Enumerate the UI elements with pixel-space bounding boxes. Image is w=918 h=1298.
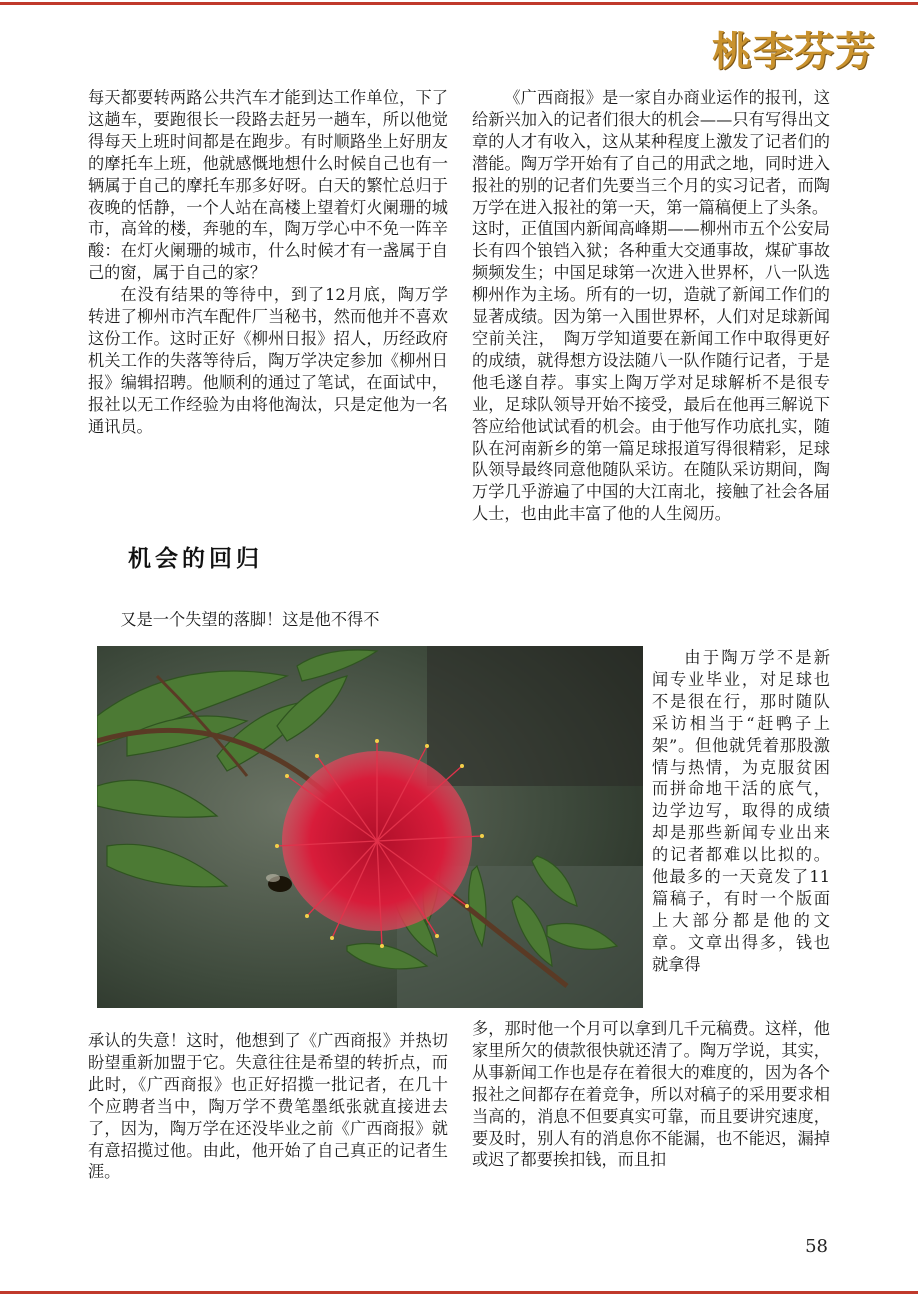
paragraph: 承认的失意！这时，他想到了《广西商报》并热切盼望重新加盟于它。失意往往是希望的转折点，而此时，《广西商报》也正好招揽一批记者，在几十个应聘者当中，陶万学不费笔墨纸张就直接进去了，因为，陶万学在还没毕业之前《广西商报》就有意招揽过他。由此，他开始了自己真正的记者生涯。	[88, 1031, 448, 1182]
magazine-brand-title: 桃李芬芳	[712, 28, 876, 75]
right-column-narrow	[652, 647, 830, 976]
left-column-top	[88, 87, 448, 438]
section-heading: 机会的回归	[128, 546, 263, 572]
photo-illustration	[97, 646, 643, 1008]
paragraph: 这时，正值国内新闻高峰期——柳州市五个公安局长有四个锒铛入狱；各种重大交通事故，煤矿事故频频发生；中国足球第一次进入世界杯，八一队选柳州作为主场。所有的一切，造就了新闻工作们的显著成绩。因为第一入围世界杯，人们对足球新闻空前关注， 陶万学知道要在新闻工作中取得更好的成绩，就得想方设法随八一队作随行记者，于是他毛遂自荐。事实上陶万学对足球解析不是很专业，足球队领导开始不接受，最后在他再三解说下答应给他试试看的机会。由于他写作功底扎实，随队在河南新乡的第一篇足球报道写得很精彩，足球队领导最终同意他随队采访。在随队采访期间，陶万学几乎游遍了中国的大江南北，接触了社会各届人士，也由此丰富了他的人生阅历。	[472, 219, 830, 524]
paragraph: 每天都要转两路公共汽车才能到达工作单位，下了这趟车，要跑很长一段路去赶另一趟车，所以他觉得每天上班时间都是在跑步。有时顺路坐上好朋友的摩托车上班，他就感慨地想什么时候自己也有一辆属于自己的摩托车那多好呀。白天的繁忙总归于夜晚的恬静，一个人站在高楼上望着灯火阑珊的城市，高耸的楼，奔驰的车，陶万学心中不免一阵辛酸：在灯火阑珊的城市，什么时候才有一盏属于自己的窗，属于自己的家？	[88, 88, 448, 283]
bottom-rule	[0, 1291, 918, 1294]
paragraph: 由于陶万学不是新闻专业毕业，对足球也不是很在行，那时随队采访相当于“赶鸭子上架”。但他就凭着那股激情与热情，为克服贫困而拼命地干活的底气，边学边写，取得的成绩却是那些新闻专业出来的记者都难以比拟的。他最多的一天竟发了11篇稿子，有时一个版面上大部分都是他的文章。文章出得多，钱也就拿得	[652, 648, 830, 974]
page-number: 58	[805, 1236, 828, 1257]
bottlebrush-flower-photo	[97, 646, 643, 1008]
paragraph: 又是一个失望的落脚！这是他不得不	[120, 610, 380, 629]
left-column-bottom	[88, 1030, 448, 1183]
paragraph: 《广西商报》是一家自办商业运作的报刊，这给新兴加入的记者们很大的机会——只有写得出文章的人才有收入，这从某种程度上激发了记者们的潜能。陶万学开始有了自己的用武之地，同时进入报社的别的记者们先要当三个月的实习记者，而陶万学在进入报社的第一天，第一篇稿便上了头条。	[472, 88, 830, 217]
right-column-top	[472, 87, 830, 525]
paragraph: 在没有结果的等待中，到了12月底，陶万学转进了柳州市汽车配件厂当秘书，然而他并不喜欢这份工作。这时正好《柳州日报》招人，历经政府机关工作的失落等待后，陶万学决定参加《柳州日报》编辑招聘。他顺利的通过了笔试，在面试中，报社以无工作经验为由将他淘汰，只是定他为一名通讯员。	[88, 285, 448, 436]
paragraph: 多，那时他一个月可以拿到几千元稿费。这样，他家里所欠的债款很快就还清了。陶万学说，其实，从事新闻工作也是存在着很大的难度的，因为各个报社之间都存在着竞争，所以对稿子的采用要求相当高的，消息不但要真实可靠，而且要讲究速度，要及时，别人有的消息你不能漏，也不能迟，漏掉或迟了都要挨扣钱，而且扣	[472, 1019, 830, 1170]
top-rule	[0, 2, 918, 5]
left-column-section-start	[88, 609, 448, 631]
right-column-bottom	[472, 1018, 830, 1171]
